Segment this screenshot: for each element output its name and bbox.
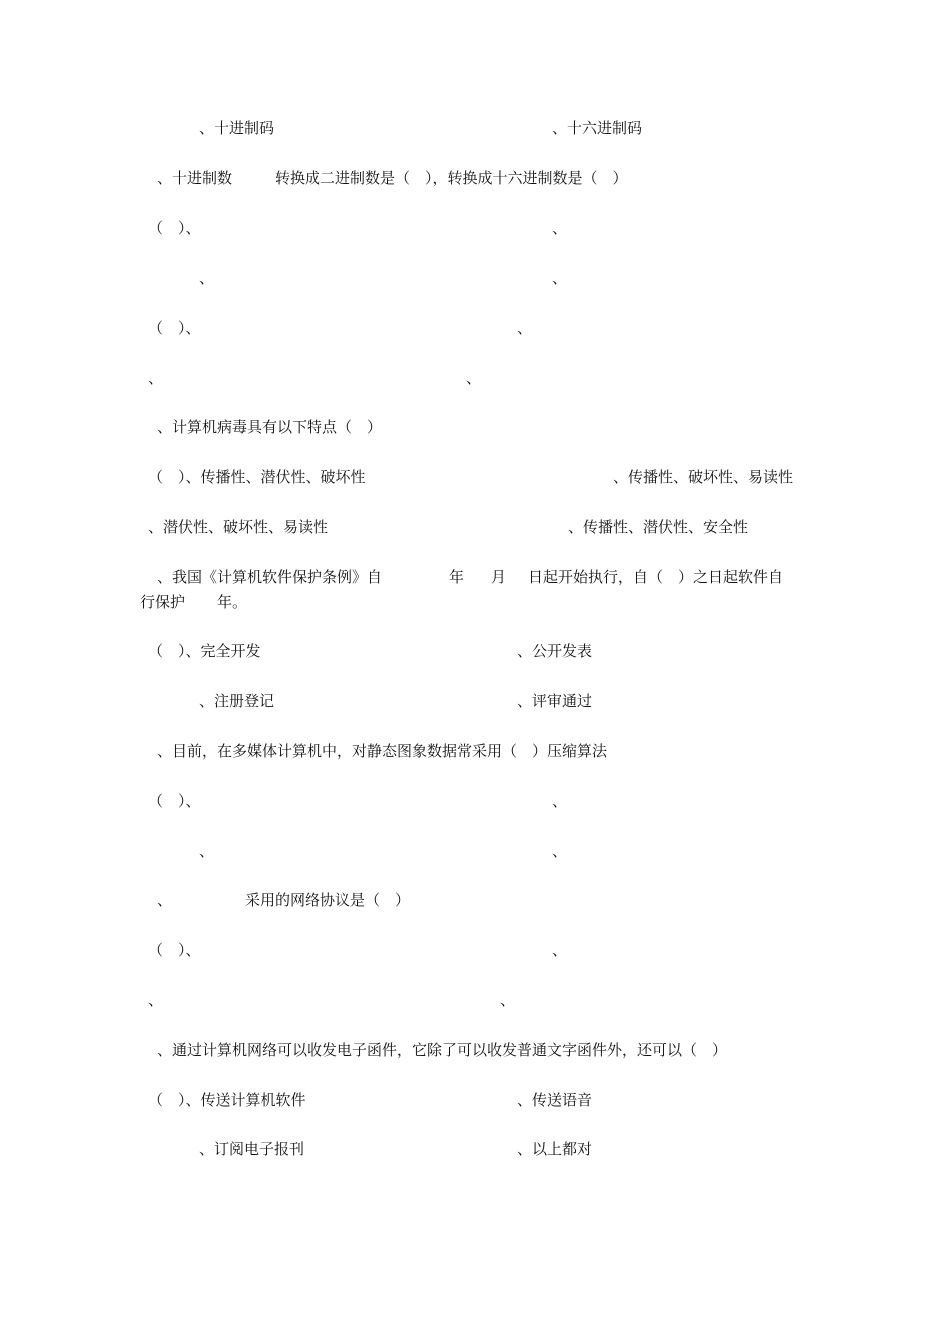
option-text: 、 xyxy=(552,792,568,810)
option-text: 、订阅电子报刊 xyxy=(199,1140,305,1158)
option-text: （ ）、 xyxy=(148,219,201,237)
question-text: 、 xyxy=(157,891,173,909)
option-text: 、 xyxy=(552,842,568,860)
option-text: 、公开发表 xyxy=(517,642,593,660)
option-text: 、十六进制码 xyxy=(552,119,643,137)
option-text: 、 xyxy=(466,369,482,387)
option-text: （ ）、传播性、潜伏性、破坏性 xyxy=(148,468,366,486)
option-text: 、传送语音 xyxy=(517,1091,593,1109)
option-text: 、 xyxy=(199,269,215,287)
question-text: 转换成二进制数是（ ），转换成十六进制数是（ ） xyxy=(275,169,628,187)
question-text: 月 xyxy=(491,568,507,586)
option-text: 、 xyxy=(517,319,533,337)
question-text: 年。 xyxy=(217,593,248,611)
option-text: 、以上都对 xyxy=(517,1140,593,1158)
question-text: 、目前，在多媒体计算机中，对静态图象数据常采用（ ）压缩算法 xyxy=(157,742,608,760)
question-text: 、通过计算机网络可以收发电子函件，它除了可以收发普通文字函件外，还可以（ ） xyxy=(157,1041,728,1059)
option-text: 、传播性、破坏性、易读性 xyxy=(613,468,794,486)
question-text: 日起开始执行，自（ ）之日起软件自 xyxy=(528,568,784,586)
option-text: 、 xyxy=(148,369,164,387)
question-text: 、我国《计算机软件保护条例》自 xyxy=(157,568,383,586)
option-text: 、 xyxy=(552,941,568,959)
option-text: （ ）、传送计算机软件 xyxy=(148,1091,306,1109)
option-text: 、 xyxy=(500,991,516,1009)
option-text: 、潜伏性、破坏性、易读性 xyxy=(148,518,329,536)
option-text: 、评审通过 xyxy=(517,692,593,710)
option-text: （ ）、 xyxy=(148,792,201,810)
question-text: 、计算机病毒具有以下特点（ ） xyxy=(157,418,383,436)
option-text: （ ）、完全开发 xyxy=(148,642,261,660)
question-text: 行保护 xyxy=(140,593,186,611)
option-text: （ ）、 xyxy=(148,941,201,959)
option-text: （ ）、 xyxy=(148,319,201,337)
option-text: 、 xyxy=(552,219,568,237)
question-text: 采用的网络协议是（ ） xyxy=(245,891,411,909)
option-text: 、 xyxy=(199,842,215,860)
option-text: 、传播性、潜伏性、安全性 xyxy=(568,518,749,536)
option-text: 、 xyxy=(148,991,164,1009)
option-text: 、 xyxy=(552,269,568,287)
option-text: 、注册登记 xyxy=(199,692,275,710)
question-text: 年 xyxy=(449,568,465,586)
question-text: 、十进制数 xyxy=(157,169,233,187)
option-text: 、十进制码 xyxy=(199,119,275,137)
